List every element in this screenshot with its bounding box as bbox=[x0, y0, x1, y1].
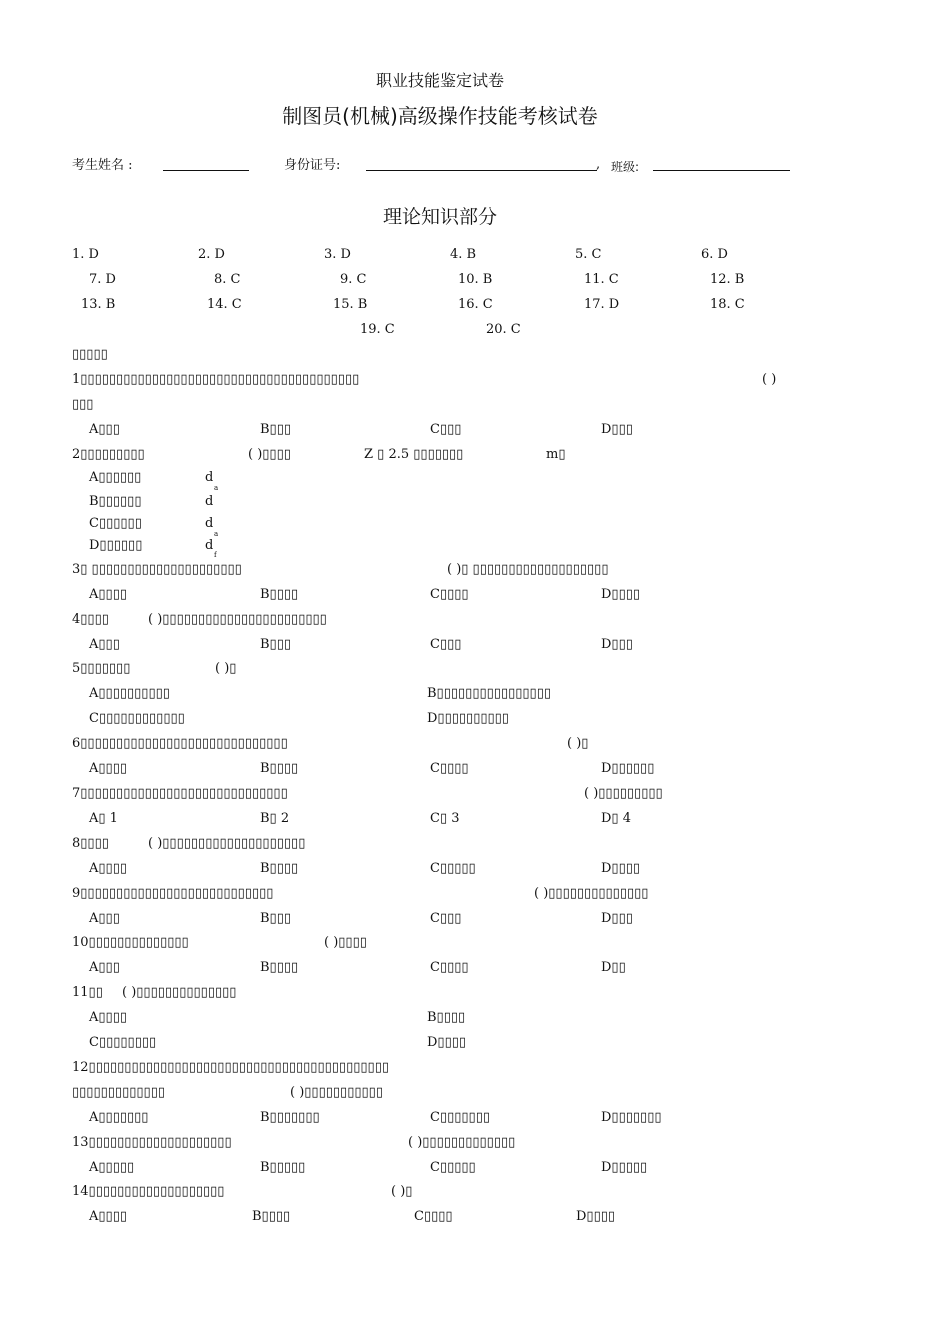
answer: 5. C bbox=[575, 247, 602, 262]
option-b: B▯▯▯▯ bbox=[260, 861, 299, 876]
option-a: A▯▯▯▯▯ bbox=[89, 1160, 135, 1175]
answer-paren: ( )▯▯▯▯▯▯▯▯▯▯▯▯▯ bbox=[408, 1135, 516, 1150]
option-d: D▯▯▯▯▯▯ bbox=[89, 538, 143, 553]
answer: 8. C bbox=[214, 272, 241, 287]
answer-paren: ( )▯▯▯▯▯▯▯▯▯▯▯▯▯▯▯▯▯▯▯▯ bbox=[148, 836, 306, 851]
option-c: C▯▯▯ bbox=[430, 637, 462, 652]
question-z: Z ▯ 2.5 ▯▯▯▯▯▯▯ bbox=[364, 447, 464, 462]
answer-paren: ( )▯ bbox=[215, 661, 237, 676]
option-c: C▯▯▯▯ bbox=[430, 587, 469, 602]
question-stem: 1▯▯▯▯▯▯▯▯▯▯▯▯▯▯▯▯▯▯▯▯▯▯▯▯▯▯▯▯▯▯▯▯▯▯▯▯▯▯▯ bbox=[72, 372, 360, 387]
question-stem: 14▯▯▯▯▯▯▯▯▯▯▯▯▯▯▯▯▯▯▯ bbox=[72, 1184, 225, 1199]
class-label: 班级: bbox=[611, 160, 640, 174]
answer: 3. D bbox=[324, 247, 351, 262]
option-b: B▯▯▯▯ bbox=[260, 960, 299, 975]
option-a: A▯▯▯▯ bbox=[89, 861, 128, 876]
option-b: B▯▯▯ bbox=[260, 422, 292, 437]
question-stem: 7▯▯▯▯▯▯▯▯▯▯▯▯▯▯▯▯▯▯▯▯▯▯▯▯▯▯▯▯▯ bbox=[72, 786, 288, 801]
subscript: a bbox=[214, 484, 219, 492]
name-label: 考生姓名 : bbox=[72, 158, 133, 173]
question-stem-cont: ▯▯▯▯▯▯▯▯▯▯▯▯▯ bbox=[72, 1085, 165, 1100]
option-d: D▯▯▯▯ bbox=[601, 861, 641, 876]
questions-intro: ▯▯▯▯▯ bbox=[72, 347, 108, 362]
option-c: C▯▯▯ bbox=[430, 422, 462, 437]
question-stem: 11▯▯ bbox=[72, 985, 103, 1000]
section-title: 理论知识部分 bbox=[382, 206, 497, 228]
option-a: A▯▯▯▯▯▯▯ bbox=[89, 1110, 149, 1125]
answer: 2. D bbox=[198, 247, 225, 262]
option-b: B▯▯▯▯ bbox=[252, 1209, 291, 1224]
symbol-d: d bbox=[205, 470, 214, 485]
option-d: D▯▯▯ bbox=[601, 637, 633, 652]
option-b: B▯▯▯▯▯▯▯ bbox=[260, 1110, 320, 1125]
answer: 20. C bbox=[486, 322, 521, 337]
answer: 6. D bbox=[701, 247, 728, 262]
answer: 10. B bbox=[458, 272, 493, 287]
question-stem: 10▯▯▯▯▯▯▯▯▯▯▯▯▯▯ bbox=[72, 935, 189, 950]
option-a: A▯▯▯▯▯▯▯▯▯▯ bbox=[89, 686, 170, 701]
option-d: D▯▯▯▯▯▯▯ bbox=[601, 1110, 662, 1125]
option-d: D▯▯▯▯ bbox=[601, 587, 641, 602]
answer: 18. C bbox=[710, 297, 745, 312]
option-d: D▯▯ bbox=[601, 960, 626, 975]
option-c: C▯▯▯▯ bbox=[430, 761, 469, 776]
option-d: D▯▯▯ bbox=[601, 422, 633, 437]
answer: 9. C bbox=[340, 272, 367, 287]
option-c: C▯▯▯▯▯▯▯ bbox=[430, 1110, 491, 1125]
answer-paren: ( )▯▯▯▯▯▯▯▯▯▯▯▯▯▯ bbox=[122, 985, 237, 1000]
option-b: B▯▯▯▯ bbox=[427, 1010, 466, 1025]
option-a: A▯▯▯ bbox=[89, 911, 120, 926]
comma: , bbox=[596, 157, 601, 172]
option-d: D▯▯▯▯ bbox=[576, 1209, 616, 1224]
option-d: D▯▯▯▯▯ bbox=[601, 1160, 648, 1175]
answer-paren: ( )▯▯▯▯ bbox=[248, 447, 291, 462]
question-stem: 13▯▯▯▯▯▯▯▯▯▯▯▯▯▯▯▯▯▯▯▯ bbox=[72, 1135, 232, 1150]
option-c: C▯▯▯ bbox=[430, 911, 462, 926]
answer-paren: ( )▯ bbox=[391, 1184, 413, 1199]
option-a: A▯▯▯ bbox=[89, 422, 120, 437]
symbol-d: d bbox=[205, 516, 214, 531]
option-d: D▯▯▯▯▯▯▯▯▯▯ bbox=[427, 711, 509, 726]
name-field[interactable] bbox=[163, 170, 249, 171]
answer: 13. B bbox=[81, 297, 116, 312]
top-title: 职业技能鉴定试卷 bbox=[375, 71, 504, 90]
option-a: A▯▯▯▯ bbox=[89, 1209, 128, 1224]
option-c: C▯▯▯▯▯▯▯▯▯▯▯▯ bbox=[89, 711, 185, 726]
class-field[interactable] bbox=[653, 170, 790, 171]
answer-paren: ( )▯ ▯▯▯▯▯▯▯▯▯▯▯▯▯▯▯▯▯▯▯ bbox=[447, 562, 609, 577]
option-d: D▯▯▯▯▯▯ bbox=[601, 761, 655, 776]
question-stem: 4▯▯▯▯ bbox=[72, 612, 109, 627]
answer: 15. B bbox=[333, 297, 368, 312]
answer: 1. D bbox=[72, 247, 99, 262]
question-stem: 6▯▯▯▯▯▯▯▯▯▯▯▯▯▯▯▯▯▯▯▯▯▯▯▯▯▯▯▯▯ bbox=[72, 736, 288, 751]
option-a: A▯▯▯▯ bbox=[89, 587, 128, 602]
answer-paren: ( )▯ bbox=[567, 736, 589, 751]
question-stem-cont: ▯▯▯ bbox=[72, 397, 94, 412]
symbol-d: d bbox=[205, 538, 214, 553]
main-title: 制图员(机械)高级操作技能考核试卷 bbox=[282, 104, 598, 128]
question-stem: 2▯▯▯▯▯▯▯▯▯ bbox=[72, 447, 145, 462]
symbol-d: d bbox=[205, 494, 214, 509]
option-b: B▯▯▯▯▯ bbox=[260, 1160, 306, 1175]
subscript: a bbox=[214, 530, 219, 538]
option-b: B▯▯▯▯ bbox=[260, 587, 299, 602]
answer-paren: ( )▯▯▯▯▯▯▯▯▯▯▯▯▯▯▯▯▯▯▯▯▯▯▯ bbox=[148, 612, 327, 627]
option-a: A▯▯▯ bbox=[89, 637, 120, 652]
answer: 17. D bbox=[584, 297, 620, 312]
option-b: B▯▯▯▯▯▯▯▯▯▯▯▯▯▯▯▯ bbox=[427, 686, 552, 701]
answer-paren: ( )▯▯▯▯▯▯▯▯▯ bbox=[584, 786, 663, 801]
option-b: B▯ 2 bbox=[260, 811, 290, 826]
answer-paren: ( )▯▯▯▯ bbox=[324, 935, 367, 950]
option-c: C▯▯▯▯▯▯▯▯ bbox=[89, 1035, 157, 1050]
subscript: f bbox=[214, 551, 217, 559]
question-m: m▯ bbox=[546, 447, 566, 462]
answer: 4. B bbox=[450, 247, 477, 262]
option-d: D▯ 4 bbox=[601, 811, 631, 826]
answer: 12. B bbox=[710, 272, 745, 287]
option-a: A▯▯▯▯ bbox=[89, 761, 128, 776]
option-c: C▯ 3 bbox=[430, 811, 460, 826]
question-stem: 3▯ ▯▯▯▯▯▯▯▯▯▯▯▯▯▯▯▯▯▯▯▯▯ bbox=[72, 562, 242, 577]
id-field[interactable] bbox=[366, 170, 597, 171]
option-c: C▯▯▯▯▯ bbox=[430, 1160, 476, 1175]
option-b: B▯▯▯▯ bbox=[260, 761, 299, 776]
option-a: A▯▯▯▯ bbox=[89, 1010, 128, 1025]
option-c: C▯▯▯▯▯ bbox=[430, 861, 476, 876]
id-label: 身份证号: bbox=[284, 158, 341, 173]
question-stem: 5▯▯▯▯▯▯▯ bbox=[72, 661, 131, 676]
answer: 16. C bbox=[458, 297, 493, 312]
answer-paren: ( ) bbox=[762, 372, 777, 387]
option-d: D▯▯▯ bbox=[601, 911, 633, 926]
option-c: C▯▯▯▯▯▯ bbox=[89, 516, 142, 531]
question-stem: 9▯▯▯▯▯▯▯▯▯▯▯▯▯▯▯▯▯▯▯▯▯▯▯▯▯▯▯ bbox=[72, 886, 274, 901]
answer-paren: ( )▯▯▯▯▯▯▯▯▯▯▯▯▯▯ bbox=[534, 886, 649, 901]
option-b: B▯▯▯▯▯▯ bbox=[89, 494, 142, 509]
option-b: B▯▯▯ bbox=[260, 911, 292, 926]
option-a: A▯▯▯ bbox=[89, 960, 120, 975]
option-a: A▯▯▯▯▯▯ bbox=[89, 470, 142, 485]
question-stem: 8▯▯▯▯ bbox=[72, 836, 109, 851]
option-a: A▯ 1 bbox=[89, 811, 118, 826]
answer: 7. D bbox=[89, 272, 116, 287]
answer: 14. C bbox=[207, 297, 242, 312]
question-stem: 12▯▯▯▯▯▯▯▯▯▯▯▯▯▯▯▯▯▯▯▯▯▯▯▯▯▯▯▯▯▯▯▯▯▯▯▯▯▯▯▯▯▯ bbox=[72, 1060, 390, 1075]
option-c: C▯▯▯▯ bbox=[430, 960, 469, 975]
answer: 19. C bbox=[360, 322, 395, 337]
answer-paren: ( )▯▯▯▯▯▯▯▯▯▯▯ bbox=[290, 1085, 383, 1100]
answer: 11. C bbox=[584, 272, 619, 287]
option-b: B▯▯▯ bbox=[260, 637, 292, 652]
option-d: D▯▯▯▯ bbox=[427, 1035, 467, 1050]
option-c: C▯▯▯▯ bbox=[414, 1209, 453, 1224]
